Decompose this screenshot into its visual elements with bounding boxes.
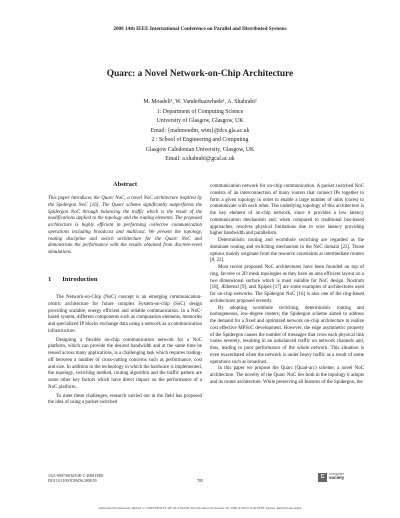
paper-title: Quarc: a Novel Network-on-Chip Architecture [106, 69, 294, 79]
isbn-line: 1521-9097/08 $25.00 © 2008 IEEE [48, 474, 104, 478]
affiliation-2-univ: Glasgow Caledonian University, Glasgow, UK [145, 146, 255, 153]
paragraph: Designing a flexible on-chip communication network for a NoC platform, which can provide the desired bandwidth and at the same time be reused across many applications, is a challenging task which requires trading-off between a number of cross-cutting concerns such as performance, cost and size. In addition to the technology in which the hardware is implemented, the topology, switching method, routing algorithm and the traffic pattern are some other key factors which have direct impact on the performance of a NoC platform. [48, 337, 202, 390]
affiliation-1-email: Email: {mahmoudm, wim}@dcs.gla.ac.uk [150, 127, 250, 134]
logo-mark: C [318, 473, 327, 482]
logo-word-computer: computer [329, 472, 344, 476]
introduction-body [48, 295, 202, 409]
section-number: 1 [48, 276, 52, 283]
author-names: M. Moadeli¹, W. Vanderbauwhede¹, A. Shahrabi² [143, 99, 257, 105]
abstract-text: This paper introduces the Quarc NoC, a novel NoC architecture inspired by the Spidergon NoC [16]. The Quarc scheme significantly outperforms the Spidergon NoC through balancing the traffic which is the result of the modifications applied to the topology and the routing elements. The proposed architecture is highly efficient in performing collective communication operations including broadcast and multicast. We present the topology, routing discipline and switch architecture for the Quarc NoC and demonstrate the performance with the results obtained from discrete-event simulations. [48, 196, 202, 255]
page-number: 705 [196, 478, 204, 483]
abstract-heading: Abstract [112, 181, 138, 188]
license-notice: Authorized licensed use limited to: UNIVERSITY OF GLASGOW. Downloaded on October 26, 2009 at 09:22 from IEEE Xplore. Restrictions apply. [98, 506, 302, 510]
author-block [0, 98, 400, 165]
paragraph: Deterministic routing and wormhole switching are regarded as the dominant routing and switching mechanism in the NoC domain [22]. Those options mainly originate from the resource constraints at intermediate routers [8, 22]. [210, 238, 364, 264]
conference-header: 2008 14th IEEE International Conference on Parallel and Distributed Systems [113, 26, 287, 32]
section-title: Introduction [62, 276, 98, 283]
paragraph: To meet these challenges, research carried out in the field has proposed the idea of using a packet switched [48, 393, 202, 406]
right-column-body [210, 184, 364, 387]
affiliation-1-dept: 1: Department of Computing Science [156, 108, 244, 115]
computer-society-logo [318, 472, 352, 484]
paragraph: By adopting wormhole switching, deterministic routing and homogeneous, low-degree routers; the Spidergon scheme aimed to address the demand for a fixed and optimized network on-chip architecture to realize cost effective MPSoC development. However, the edge asymmetric property of the Spidergon causes the number of messages that cross each physical link varies severely, resulting in an unbalanced traffic on network channels and, thus, leading to poor performance of the whole network. This situation is even exacerbated when the network is under heavy traffic as a result of some operations such as broadcast. [210, 305, 364, 365]
paragraph: The Network-on-Chip (NoC) concept is an emerging communication-centric architecture for future complex System-on-chip (SoC) design providing scalable, energy efficient and reliable communication. In a NoC-based system, different components such as computation elements, memories and specialized IP blocks exchange data using a network as a communication infrastructure. [48, 295, 202, 334]
paragraph: Most recent proposed NoC architectures have been founded on top of ring, fat-tree or 2D mesh topologies as they have an area efficient layout on a two dimensional surface which is most suitable for NoC design. Nostrum [18], Æthereal [9], and Xpipes [17] are some examples of architectures used for on-chip networks. The Spidergon NoC [16] is also one of the ring-based architectures proposed recently. [210, 265, 364, 304]
logo-word-society: society [329, 475, 345, 480]
affiliation-2-email: Email: a.shahrabi@gcal.ac.uk [165, 156, 235, 162]
paragraph: communication network for on-chip communication. A packet switched NoC consists of an interconnection of many routers that connect IPs together to form a given topology in order to enable a large number of units (cores) to communicate with each other. The underlying topology of this architecture is the key element of on-chip network, since it provides a low latency communication mechanism and, when compared to traditional bus-based approaches, resolves physical limitations due to wire latency providing higher bandwidth and parallelism. [210, 184, 364, 237]
affiliation-1-univ: University of Glasgow, Glasgow, UK [156, 118, 244, 124]
affiliation-2-dept: 2 : School of Engineering and Computing [151, 137, 249, 143]
paragraph: In this paper we propose the Quarc (Quad-arc) scheme; a novel NoC architecture. The novelty of the Quarc NoC lies both in the topology it adopts and its router architecture. While preserving all features of the Spidergon, the [210, 366, 364, 385]
doi-line: DOI 10.1109/ICPADS.2008.59 [48, 479, 97, 483]
section-heading-introduction [48, 276, 98, 283]
